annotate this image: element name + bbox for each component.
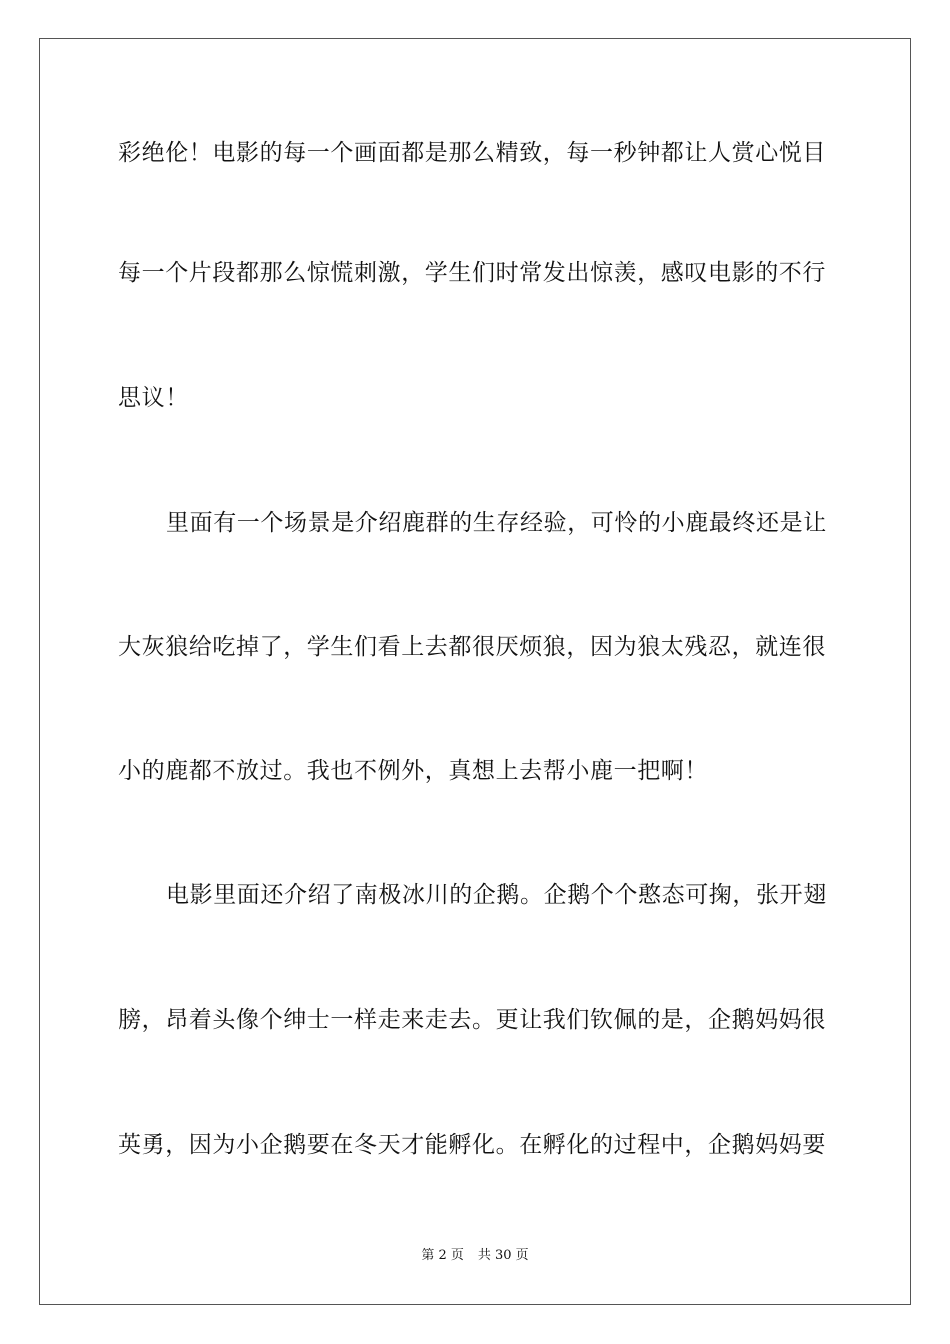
- page-total: 共 30 页: [477, 1248, 529, 1263]
- text-line-8: 膀，昂着头像个绅士一样走来走去。更让我们钦佩的是，企鹅妈妈很: [118, 1007, 826, 1033]
- text-line-2: 每一个片段都那么惊慌刺激，学生们时常发出惊羡，感叹电影的不行: [118, 260, 826, 286]
- paragraph-3-line-1: 电影里面还介绍了南极冰川的企鹅。企鹅个个憨态可掬，张开翅: [166, 882, 827, 908]
- text-line-1: 彩绝伦！电影的每一个画面都是那么精致，每一秒钟都让人赏心悦目: [118, 140, 826, 166]
- page-border: [39, 38, 911, 1305]
- page-footer: [0, 1247, 950, 1265]
- text-line-9: 英勇，因为小企鹅要在冬天才能孵化。在孵化的过程中，企鹅妈妈要: [118, 1132, 826, 1158]
- page-number: 第 2 页: [421, 1248, 464, 1263]
- text-line-3: 思议！: [118, 385, 189, 411]
- text-line-6: 小的鹿都不放过。我也不例外，真想上去帮小鹿一把啊！: [118, 758, 708, 784]
- paragraph-2-line-1: 里面有一个场景是介绍鹿群的生存经验，可怜的小鹿最终还是让: [166, 510, 827, 536]
- text-line-5: 大灰狼给吃掉了，学生们看上去都很厌烦狼，因为狼太残忍，就连很: [118, 634, 826, 660]
